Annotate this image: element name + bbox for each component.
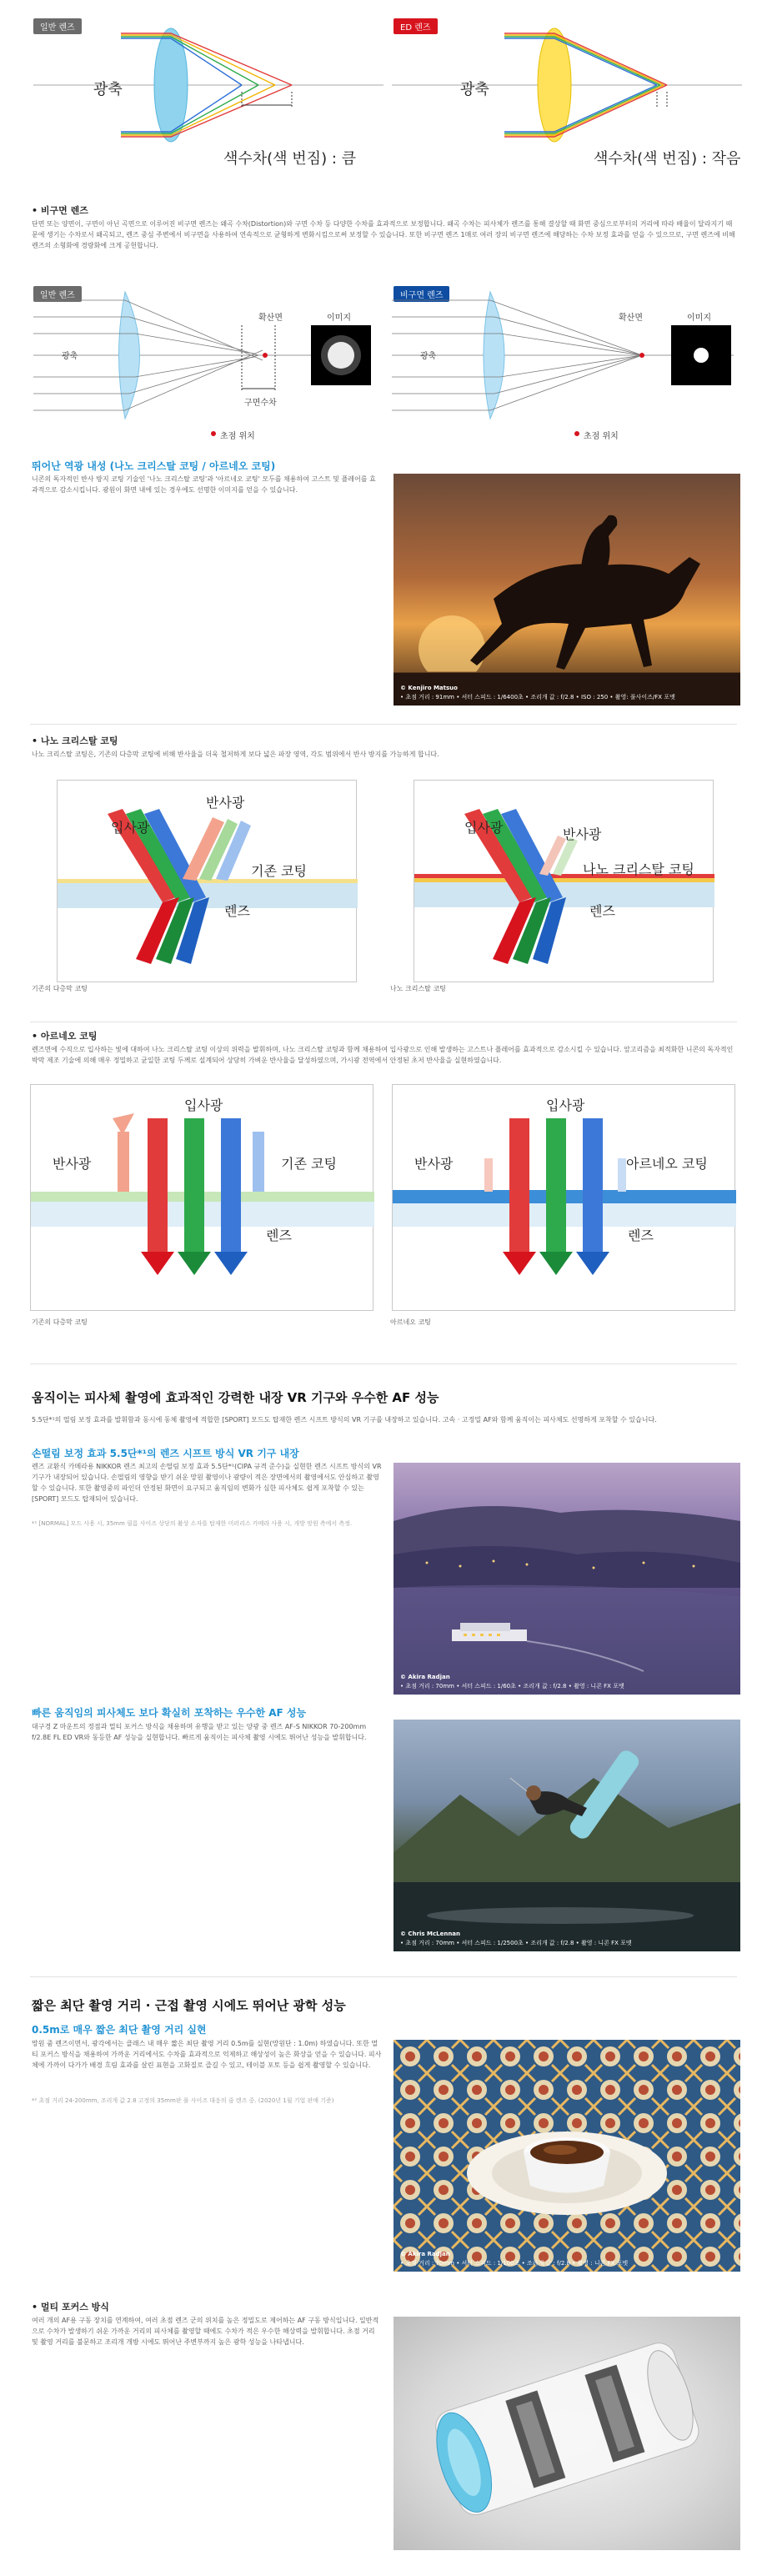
coating-heading: 뛰어난 역광 내성 (나노 크리스탈 코팅 / 아르네오 코팅) xyxy=(32,460,276,472)
spherical-aberration-label: 구면수차 xyxy=(244,399,277,408)
arneo-left-caption: 기존의 다층막 코팅 xyxy=(32,1318,88,1326)
arneo-new-diagram xyxy=(393,1085,736,1312)
divider xyxy=(30,724,737,725)
aspheric-body: 단면 또는 양면이, 구면이 아닌 곡면으로 이루어진 비구면 렌즈는 왜곡 수차(Distortion)와 구면 수차 등 다양한 수차를 효과적으로 보정합니다. 왜곡 수차는 피사체가 렌즈를 통해 결상할 때 화면 중심으로부터의 거리에 따라 배율이 달라지기 때문에 생기는 수차로서 왜곡되고, 렌즈 중심 주변에서 비구면을 사용하여 연속적으로 균형하게 변화시킴으로써 보정할 수 있습니다. 또한 비구면 렌즈 1매로 여러 장의 비구면 렌즈에 해당하는 수차 보정 효과를 얻을 수 있으므로, 구면 렌즈에 비해 렌즈의 소형화에 경량화에 크게 공헌합니다. xyxy=(32,220,735,249)
wakeboard-photo xyxy=(394,1720,740,1951)
nano-old-lens-label: 렌즈 xyxy=(224,903,250,919)
close-note: *² 초점 거리 24-200mm, 조리개 값 2.8 고정의 35mm판 풀 사이즈 대응의 줌 렌즈 중. (2020년 1월 기업 판매 기준) xyxy=(32,2097,334,2104)
nano-new-box xyxy=(414,780,714,982)
aspheric-diagram xyxy=(0,284,767,450)
nano-right-caption: 나노 크리스탈 코팅 xyxy=(390,985,446,992)
wakeboard-photo-info: • 초점 거리 : 70mm • 셔터 스피드 : 1/2500초 • 조리개 값 : f/2.8 • 촬영 : 니콘 FX 포맷 xyxy=(400,1940,632,1946)
nano-new-lens-label: 렌즈 xyxy=(589,903,615,919)
chroma-caption-right: 색수차(색 번짐) : 작음 xyxy=(594,150,741,168)
normal-lens-tag: 일반 렌즈 xyxy=(33,18,82,34)
nano-old-in-light: 입사광 xyxy=(111,820,150,836)
aspheric-axis-right: 광축 xyxy=(420,352,437,361)
chroma-axis-label-left: 광축 xyxy=(93,81,123,98)
multi-body: 여러 개의 AF용 구동 장치를 연계하여, 여러 초점 렌즈 군의 위치를 높은 정밀도로 제어하는 AF 구동 방식입니다. 일반적으로 수차가 발생하기 쉬운 가까운 거리의 피사체를 촬영할 때에도 수차가 적은 우수한 해상력을 발휘합니다. 초점 거리 및 촬영 거리를 불문하고 조리개 개방 시에도 뛰어난 주변부까지 높은 광학 성능을 나타냅니다. xyxy=(32,2317,379,2346)
arneo-body: 렌즈면에 수직으로 입사하는 빛에 대하여 나노 크리스탈 코팅 이상의 위력을 발휘하며, 나노 크리스탈 코팅과 함께 채용하여 입사광으로 인해 발생하는 고스트나 플레어를 효과적으로 감소시킬 수 있습니다. 앞고리즘을 최적화한 니콘의 독자적인 박막 제조 기술에 의해 매우 정밀하고 균일한 코팅 두께로 설계되어 상당히 가벼운 반사율을 달성하였으며, 가시광 전역에서 안정된 초저 반사율을 실현하였습니다. xyxy=(32,1046,734,1064)
focus-position-left: 초점 위치 xyxy=(220,432,255,441)
arneo-new-in-light: 입사광 xyxy=(546,1097,585,1113)
aspheric-image-left: 이미지 xyxy=(327,314,351,323)
multi-title: • 멀티 포커스 방식 xyxy=(32,2302,109,2312)
aspheric-lens-tag: 비구면 렌즈 xyxy=(394,286,449,302)
coffee-photo-info: • 초점 거리 : 70mm • 셔터 스피드 : 1/100초 • 조리개 값 : f/2.8 • 촬영 : 니콘 FX 포맷 xyxy=(400,2260,629,2267)
coffee-scene xyxy=(394,2040,740,2272)
arneo-title: • 아르네오 코팅 xyxy=(32,1031,98,1042)
arneo-old-diagram xyxy=(31,1085,374,1312)
coating-body: 니콘의 독자적인 반사 방지 코팅 기술인 '나노 크리스탈 코팅'과 '아르네오 코팅' 모두를 채용하여 고스트 및 플레어를 효과적으로 감소시킵니다. 광원이 화면 내에 있는 경우에도 선명한 이미지를 얻을 수 있습니다. xyxy=(32,475,376,494)
arneo-new-box xyxy=(392,1084,735,1311)
wakeboard-photo-credit: © Chris McLennan xyxy=(400,1931,461,1937)
aspheric-normal-tag: 일반 렌즈 xyxy=(33,286,82,302)
nano-coating-diagram xyxy=(414,781,714,983)
close-sub-heading: 0.5m로 매우 짧은 최단 촬영 거리 실현 xyxy=(32,2024,207,2036)
nano-old-coating-label: 기존 코팅 xyxy=(251,863,307,879)
arneo-new-lens-label: 렌즈 xyxy=(628,1228,654,1243)
aspheric-blur-left: 확산면 xyxy=(258,314,283,323)
nano-old-reflect-light: 반사광 xyxy=(206,795,245,811)
arneo-old-box xyxy=(30,1084,373,1311)
lens-cutaway xyxy=(394,2317,740,2550)
aspheric-image-right: 이미지 xyxy=(687,314,711,323)
horse-photo xyxy=(394,474,740,706)
vr-sub-body: 렌즈 교환식 카메라용 NIKKOR 렌즈 최고의 손떨림 보정 효과 5.5단*¹(CIPA 규격 준수)을 실현한 렌즈 시프트 방식의 VR 기구가 내장되어 있습니다. 손떨림의 영향을 받기 쉬운 망원 촬영이나 광량이 적은 장면에서의 촬영에서도 안심하고 촬영할 수 있습니다. 또한 촬영중의 파인더 안정된 화면이 요구되고 움직임의 변화가 심한 피사체도 쉽게 포착할 수 있는 [SPORT] 모드도 탑재되어 있습니다. xyxy=(32,1463,382,1503)
vr-sub-heading: 손떨림 보정 효과 5.5단*¹의 렌즈 시프트 방식 VR 기구 내장 xyxy=(32,1448,299,1459)
river-photo-credit: © Akira Radjan xyxy=(400,1674,450,1680)
arneo-right-caption: 아르네오 코팅 xyxy=(390,1318,431,1326)
arneo-old-coating-label: 기존 코팅 xyxy=(281,1156,337,1172)
nano-new-coating-label: 나노 크리스탈 코팅 xyxy=(583,861,694,877)
nano-old-box xyxy=(57,780,357,982)
nano-left-caption: 기존의 다층막 코팅 xyxy=(32,985,88,992)
close-body: 망원 줌 렌즈이면서, 광각에서는 클래스 내 매우 짧은 최단 촬영 거리 0.5m를 실현(망원단 : 1.0m) 하였습니다. 또한 멀티 포커스 방식을 채용하여 가까운 거리에서도 수차를 효과적으로 억제하고 해상성이 높은 화상을 얻을 수 있습니다. 피사체에 가까이 다가가 배경 흐림 효과를 살린 표현을 고화질로 즐길 수 있고, 테이블 포토 등을 쉽게 촬영할 수 있습니다. xyxy=(32,2040,382,2069)
nano-title: • 나노 크리스탈 코팅 xyxy=(32,736,118,746)
nano-body: 나노 크리스탈 코팅은, 기존의 다층막 코팅에 비해 반사율을 더욱 철저하게 보다 넓은 파장 영역, 각도 범위에서 반사 방지를 가능하게 합니다. xyxy=(32,751,439,758)
horse-photo-info: • 초점 거리 : 91mm • 셔터 스피드 : 1/6400초 • 조리개 값 : f/2.8 • ISO : 250 • 촬영: 풀사이즈/FX 포맷 xyxy=(400,694,675,700)
coffee-photo xyxy=(394,2040,740,2272)
vr-heading: 움직이는 피사체 촬영에 효과적인 강력한 내장 VR 기구와 우수한 AF 성능 xyxy=(32,1390,439,1405)
river-scene xyxy=(394,1463,740,1695)
arneo-old-lens-label: 렌즈 xyxy=(266,1228,292,1243)
af-heading: 빠른 움직임의 피사체도 보다 확실히 포착하는 우수한 AF 성능 xyxy=(32,1707,307,1719)
nano-new-reflect-light: 반사광 xyxy=(563,826,602,842)
ed-lens-shape xyxy=(538,28,571,142)
divider xyxy=(30,1363,737,1364)
vr-intro: 5.5단*¹의 떨림 보정 효과를 발휘함과 동시에 동체 촬영에 적합한 [SPORT] 모드도 탑재한 렌즈 시프트 방식의 VR 기구를 내장하고 있습니다. 고속 · 고정밀 AF와 함께 움직이는 피사체도 선명하게 포착할 수 있습니다. xyxy=(32,1416,657,1424)
arneo-new-coating-label: 아르네오 코팅 xyxy=(626,1156,708,1172)
vr-note: *¹ [NORMAL] 모드 사용 시, 35mm 필름 사이즈 상당의 촬상 소자를 탑재한 미러리스 카메라 사용 시, 개방 망원 측에서 측정. xyxy=(32,1520,353,1527)
divider xyxy=(30,1976,737,1977)
river-photo-info: • 초점 거리 : 70mm • 셔터 스피드 : 1/60초 • 조리개 값 : f/2.8 • 촬영 : 니콘 FX 포맷 xyxy=(400,1683,624,1690)
arneo-old-in-light: 입사광 xyxy=(184,1097,223,1113)
nano-new-in-light: 입사광 xyxy=(464,820,504,836)
coffee-photo-credit: © Akira Radjan xyxy=(400,2251,450,2257)
af-body: 대구경 Z 마운트의 정점과 멀티 포커스 방식을 채용하며 유행을 받고 있는 양광 중 렌즈 AF-S NIKKOR 70-200mm f/2.8E FL ED VR와 동등한 AF 성능을 실현합니다. 빠르게 움직이는 피사체 촬영 시에도 뛰어난 성능을 발휘합니다. xyxy=(32,1723,367,1741)
horse-photo-credit: © Kenjiro Matsuo xyxy=(400,685,458,691)
focus-position-right: 초점 위치 xyxy=(584,432,619,441)
ed-lens-tag: ED 렌즈 xyxy=(394,18,438,34)
aspheric-blur-right: 확산면 xyxy=(619,314,643,323)
lens-cutaway-photo xyxy=(394,2317,740,2550)
wakeboard-scene xyxy=(394,1720,740,1951)
chroma-axis-label-right: 광축 xyxy=(460,81,489,98)
river-photo xyxy=(394,1463,740,1695)
aspheric-axis-left: 광축 xyxy=(62,352,78,361)
aspheric-title: • 비구면 렌즈 xyxy=(32,205,88,216)
arneo-new-reflect-light: 반사광 xyxy=(414,1156,454,1172)
close-heading: 짧은 최단 촬영 거리 · 근접 촬영 시에도 뛰어난 광학 성능 xyxy=(32,1998,346,2013)
horse-silhouette xyxy=(394,474,740,706)
arneo-old-reflect-light: 반사광 xyxy=(53,1156,92,1172)
chroma-caption-left: 색수차(색 번짐) : 큼 xyxy=(223,150,356,168)
